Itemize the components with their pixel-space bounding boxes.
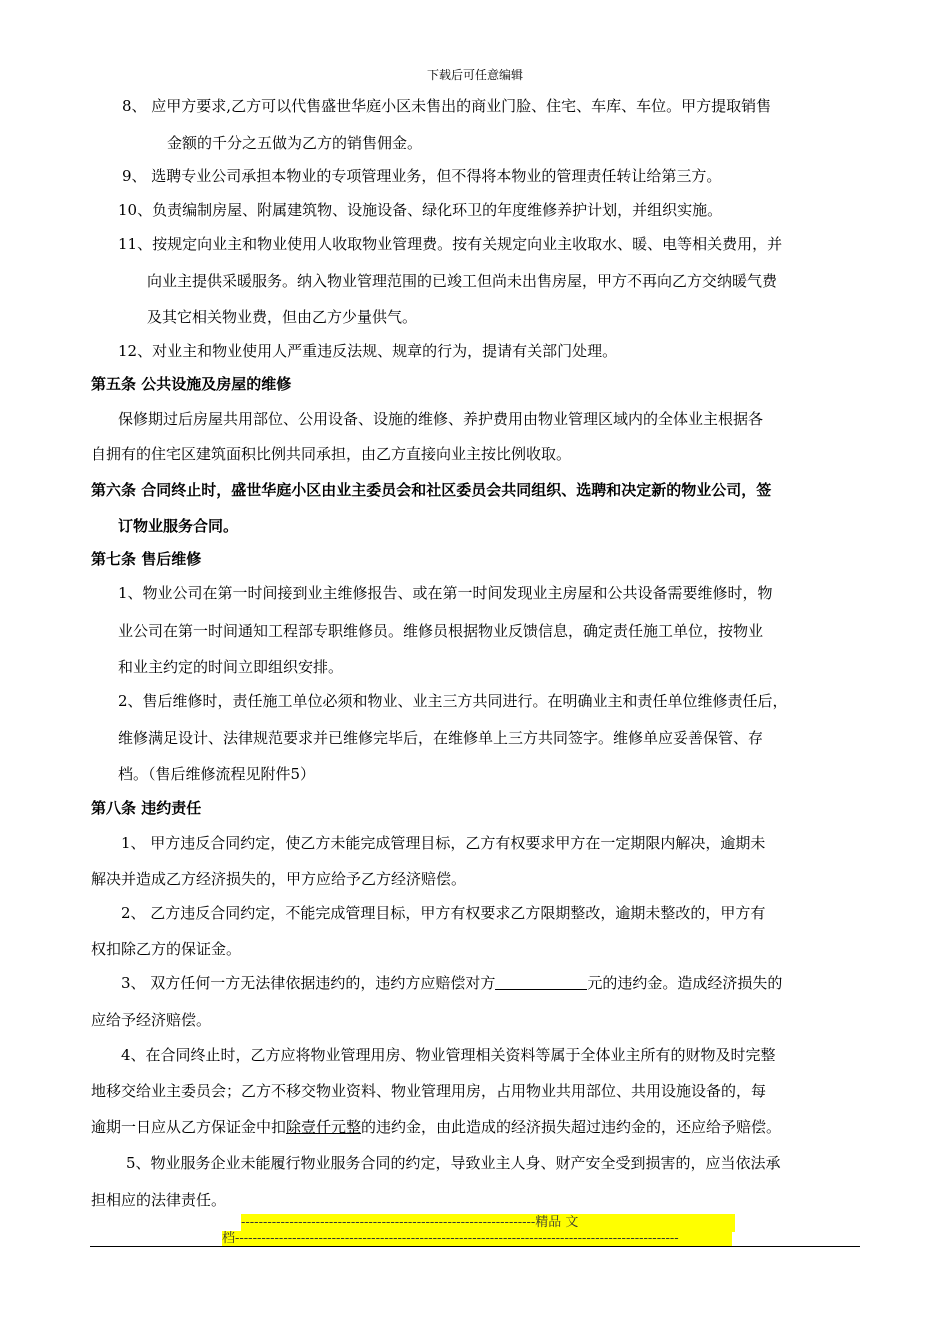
- section-7-title: 第七条 售后维修: [91, 550, 202, 568]
- section-8-item-4-text-after: 的违约金，由此造成的经济损失超过违约金的，还应给予赔偿。: [361, 1118, 782, 1136]
- section-8-item-5-line-2: 担相应的法律责任。: [91, 1191, 227, 1209]
- section-8-item-3-line-1: [121, 973, 782, 993]
- section-8-item-2-line-2: 权扣除乙方的保证金。: [91, 940, 242, 958]
- section-8-item-1-line-2: 解决并造成乙方经济损失的，甲方应给予乙方经济赔偿。: [91, 870, 467, 888]
- clause-11-line-3: 及其它相关物业费，但由乙方少量供气。: [147, 308, 418, 326]
- section-8-item-4-line-1: 4、在合同终止时，乙方应将物业管理用房、物业管理相关资料等属于全体业主所有的财物及时完整: [121, 1046, 776, 1064]
- section-8-item-4-line-3: [91, 1117, 781, 1137]
- amount-blank: [495, 974, 587, 990]
- clause-11-line-1: 11、按规定向业主和物业使用人收取物业管理费。按有关规定向业主收取水、暖、电等相关费用，并: [118, 235, 783, 253]
- section-6-line-1: 第六条 合同终止时，盛世华庭小区由业主委员会和社区委员会共同组织、选聘和决定新的物业公司，签: [91, 481, 772, 499]
- penalty-amount: 除壹仟元整: [286, 1118, 362, 1136]
- page-header: 下载后可任意编辑: [426, 68, 523, 82]
- section-5-title: 第五条 公共设施及房屋的维修: [91, 375, 292, 393]
- clause-10: 10、负责编制房屋、附属建筑物、设施设备、绿化环卫的年度维修养护计划，并组织实施。: [118, 201, 723, 219]
- section-5-para-line-2: 自拥有的住宅区建筑面积比例共同承担，由乙方直接向业主按比例收取。: [91, 445, 572, 463]
- clause-11-line-2: 向业主提供采暖服务。纳入物业管理范围的已竣工但尚未出售房屋，甲方不再向乙方交纳暖气费: [147, 272, 778, 290]
- section-8-item-3-line-2: 应给予经济赔偿。: [91, 1011, 212, 1029]
- section-8-item-4-text-before: 逾期一日应从乙方保证金中扣: [91, 1118, 287, 1136]
- section-8-item-2-line-1: 2、 乙方违反合同约定，不能完成管理目标，甲方有权要求乙方限期整改，逾期未整改的，甲方有: [121, 904, 766, 922]
- section-7-item-2-line-3: 档。（售后维修流程见附件5）: [118, 765, 316, 783]
- section-7-item-2-line-2: 维修满足设计、法律规范要求并已维修完毕后，在维修单上三方共同签字。维修单应妥善保管、存: [118, 729, 764, 747]
- section-7-item-1-line-3: 和业主约定的时间立即组织安排。: [118, 658, 344, 676]
- footer-highlight-line-1: -------------------------------------------------------------------精品 文: [241, 1214, 735, 1232]
- section-7-item-1-line-2: 业公司在第一时间通知工程部专职维修员。维修员根据物业反馈信息，确定责任施工单位，按物业: [118, 622, 764, 640]
- section-8-item-5-line-1: 5、物业服务企业未能履行物业服务合同的约定，导致业主人身、财产安全受到损害的，应当依法承: [126, 1154, 781, 1172]
- section-8-item-3-text-before: 3、 双方任何一方无法律依据违约的，违约方应赔偿对方: [121, 974, 496, 992]
- section-8-item-1-line-1: 1、 甲方违反合同约定，使乙方未能完成管理目标，乙方有权要求甲方在一定期限内解决，逾期未: [121, 834, 766, 852]
- clause-9: 9、 选聘专业公司承担本物业的专项管理业务，但不得将本物业的管理责任转让给第三方。: [122, 167, 722, 185]
- footer-rule: [90, 1246, 860, 1247]
- clause-8-line-2: 金额的千分之五做为乙方的销售佣金。: [167, 134, 423, 152]
- section-7-item-1-line-1: 1、物业公司在第一时间接到业主维修报告、或在第一时间发现业主房屋和公共设备需要维修时，物: [118, 584, 773, 602]
- clause-8-line-1: 8、 应甲方要求,乙方可以代售盛世华庭小区未售出的商业门脸、住宅、车库、车位。甲方提取销售: [122, 97, 772, 115]
- footer-highlight-line-2: 档-----------------------------------------------------------------------------------------------------: [222, 1231, 732, 1247]
- section-8-title: 第八条 违约责任: [91, 799, 202, 817]
- section-6-line-2: 订物业服务合同。: [118, 517, 239, 535]
- clause-12: 12、对业主和物业使用人严重违反法规、规章的行为，提请有关部门处理。: [118, 342, 618, 360]
- section-8-item-3-text-after: 元的违约金。造成经济损失的: [587, 974, 783, 992]
- section-7-item-2-line-1: 2、售后维修时，责任施工单位必须和物业、业主三方共同进行。在明确业主和责任单位维修责任后，: [118, 692, 788, 710]
- section-8-item-4-line-2: 地移交给业主委员会；乙方不移交物业资料、物业管理用房，占用物业共用部位、共用设施设备的，每: [91, 1082, 767, 1100]
- section-5-para-line-1: 保修期过后房屋共用部位、公用设备、设施的维修、养护费用由物业管理区域内的全体业主根据各: [118, 410, 764, 428]
